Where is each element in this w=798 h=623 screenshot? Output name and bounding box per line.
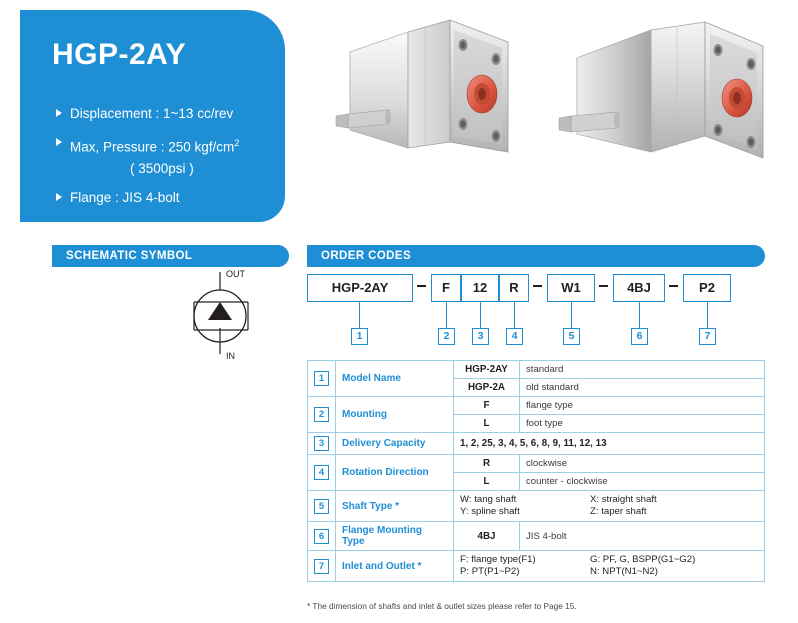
leader-line-6 <box>639 302 640 328</box>
callout-number-1: 1 <box>351 328 368 345</box>
row-label-mounting: Mounting <box>336 397 454 433</box>
row-number-cell <box>308 551 336 582</box>
section-header-order-codes: ORDER CODES <box>307 245 765 267</box>
shaft-option-y: Y: spline shaft <box>460 506 520 517</box>
code-dash-3 <box>599 285 608 287</box>
row-number-cell <box>308 361 336 397</box>
table-row <box>308 397 765 415</box>
spec-item-pressure <box>56 135 276 156</box>
row-desc: clockwise <box>520 455 765 473</box>
callout-number-7: 7 <box>699 328 716 345</box>
inlet-option-f: F: flange type(F1) <box>460 554 536 565</box>
row-number-cell <box>308 397 336 433</box>
row-code: 4BJ <box>454 522 520 551</box>
page-title: HGP-2AY <box>52 38 187 71</box>
shaft-option-x: X: straight shaft <box>590 494 657 505</box>
row-number-cell <box>308 455 336 491</box>
row-number-cell <box>308 491 336 522</box>
row-desc: flange type <box>520 397 765 415</box>
row-code: R <box>454 455 520 473</box>
row-shaft-options <box>454 491 765 522</box>
spec-text: Displacement : 1~13 cc/rev <box>70 106 234 121</box>
code-box-model[interactable]: HGP-2AY <box>307 274 413 302</box>
row-desc: old standard <box>520 379 765 397</box>
leader-line-2 <box>446 302 447 328</box>
row-desc: foot type <box>520 415 765 433</box>
row-desc: JIS 4-bolt <box>520 522 765 551</box>
spec-item-flange <box>56 190 276 206</box>
bullet-triangle-icon <box>56 193 62 201</box>
row-label-shaft-type: Shaft Type * <box>336 491 454 522</box>
row-code-capacity: 1, 2, 25, 3, 4, 5, 6, 8, 9, 11, 12, 13 <box>454 433 765 455</box>
code-box-mounting[interactable]: F <box>431 274 461 302</box>
row-number-3: 3 <box>314 436 329 451</box>
row-label-rotation-direction: Rotation Direction <box>336 455 454 491</box>
spec-pressure-psi: ( 3500psi ) <box>130 160 194 176</box>
table-row <box>308 491 765 522</box>
row-code: HGP-2A <box>454 379 520 397</box>
row-desc: counter - clockwise <box>520 473 765 491</box>
spec-text: Flange : JIS 4-bolt <box>70 189 180 205</box>
pump-photo-left <box>330 12 550 212</box>
row-code: L <box>454 473 520 491</box>
shaft-option-w: W: tang shaft <box>460 494 517 505</box>
row-number-1: 1 <box>314 371 329 386</box>
callout-number-6: 6 <box>631 328 648 345</box>
row-label-delivery-capacity: Delivery Capacity <box>336 433 454 455</box>
spec-item-displacement <box>56 106 276 122</box>
table-row <box>308 361 765 379</box>
inlet-option-n: N: NPT(N1~N2) <box>590 566 658 577</box>
leader-line-1 <box>359 302 360 328</box>
code-box-flange[interactable]: 4BJ <box>613 274 665 302</box>
row-number-7: 7 <box>314 559 329 574</box>
table-row <box>308 433 765 455</box>
schematic-symbol-diagram <box>52 268 289 378</box>
row-number-2: 2 <box>314 407 329 422</box>
callout-number-5: 5 <box>563 328 580 345</box>
spec-text: Max, Pressure : 250 kgf/cm <box>70 139 235 155</box>
code-box-rotation[interactable]: R <box>499 274 529 302</box>
row-number-cell <box>308 433 336 455</box>
row-number-cell <box>308 522 336 551</box>
leader-line-7 <box>707 302 708 328</box>
row-desc: standard <box>520 361 765 379</box>
row-number-5: 5 <box>314 499 329 514</box>
table-row <box>308 551 765 582</box>
callout-number-4: 4 <box>506 328 523 345</box>
code-box-capacity[interactable]: 12 <box>461 274 499 302</box>
svg-text:OUT: OUT <box>226 269 245 279</box>
footnote: * The dimension of shafts and inlet & outlet sizes please refer to Page 15. <box>307 601 577 611</box>
leader-line-5 <box>571 302 572 328</box>
superscript-2: 2 <box>234 138 240 148</box>
leader-line-3 <box>480 302 481 328</box>
row-code: HGP-2AY <box>454 361 520 379</box>
table-row <box>308 522 765 551</box>
code-box-inlet-outlet[interactable]: P2 <box>683 274 731 302</box>
shaft-option-z: Z: taper shaft <box>590 506 647 517</box>
product-header-banner <box>20 10 285 222</box>
inlet-option-p: P: PT(P1~P2) <box>460 566 520 577</box>
callout-number-2: 2 <box>438 328 455 345</box>
spec-list <box>56 106 276 219</box>
row-code: L <box>454 415 520 433</box>
row-label-inlet-and-outlet: Inlet and Outlet * <box>336 551 454 582</box>
table-row <box>308 455 765 473</box>
row-number-6: 6 <box>314 529 329 544</box>
code-dash-1 <box>417 285 426 287</box>
svg-text:IN: IN <box>226 351 235 361</box>
row-label-flange-mounting-type: Flange Mounting Type <box>336 522 454 551</box>
product-photos <box>320 12 790 222</box>
row-label-model-name: Model Name <box>336 361 454 397</box>
pump-photo-right <box>555 12 780 212</box>
bullet-triangle-icon <box>56 138 62 146</box>
bullet-triangle-icon <box>56 109 62 117</box>
code-box-shaft[interactable]: W1 <box>547 274 595 302</box>
row-code: F <box>454 397 520 415</box>
section-header-schematic: SCHEMATIC SYMBOL <box>52 245 289 267</box>
code-dash-2 <box>533 285 542 287</box>
order-code-spec-table <box>307 360 765 582</box>
inlet-option-g: G: PF, G, BSPP(G1~G2) <box>590 554 696 565</box>
row-number-4: 4 <box>314 465 329 480</box>
row-inlet-options <box>454 551 765 582</box>
callout-number-3: 3 <box>472 328 489 345</box>
leader-line-4 <box>514 302 515 328</box>
code-dash-4 <box>669 285 678 287</box>
